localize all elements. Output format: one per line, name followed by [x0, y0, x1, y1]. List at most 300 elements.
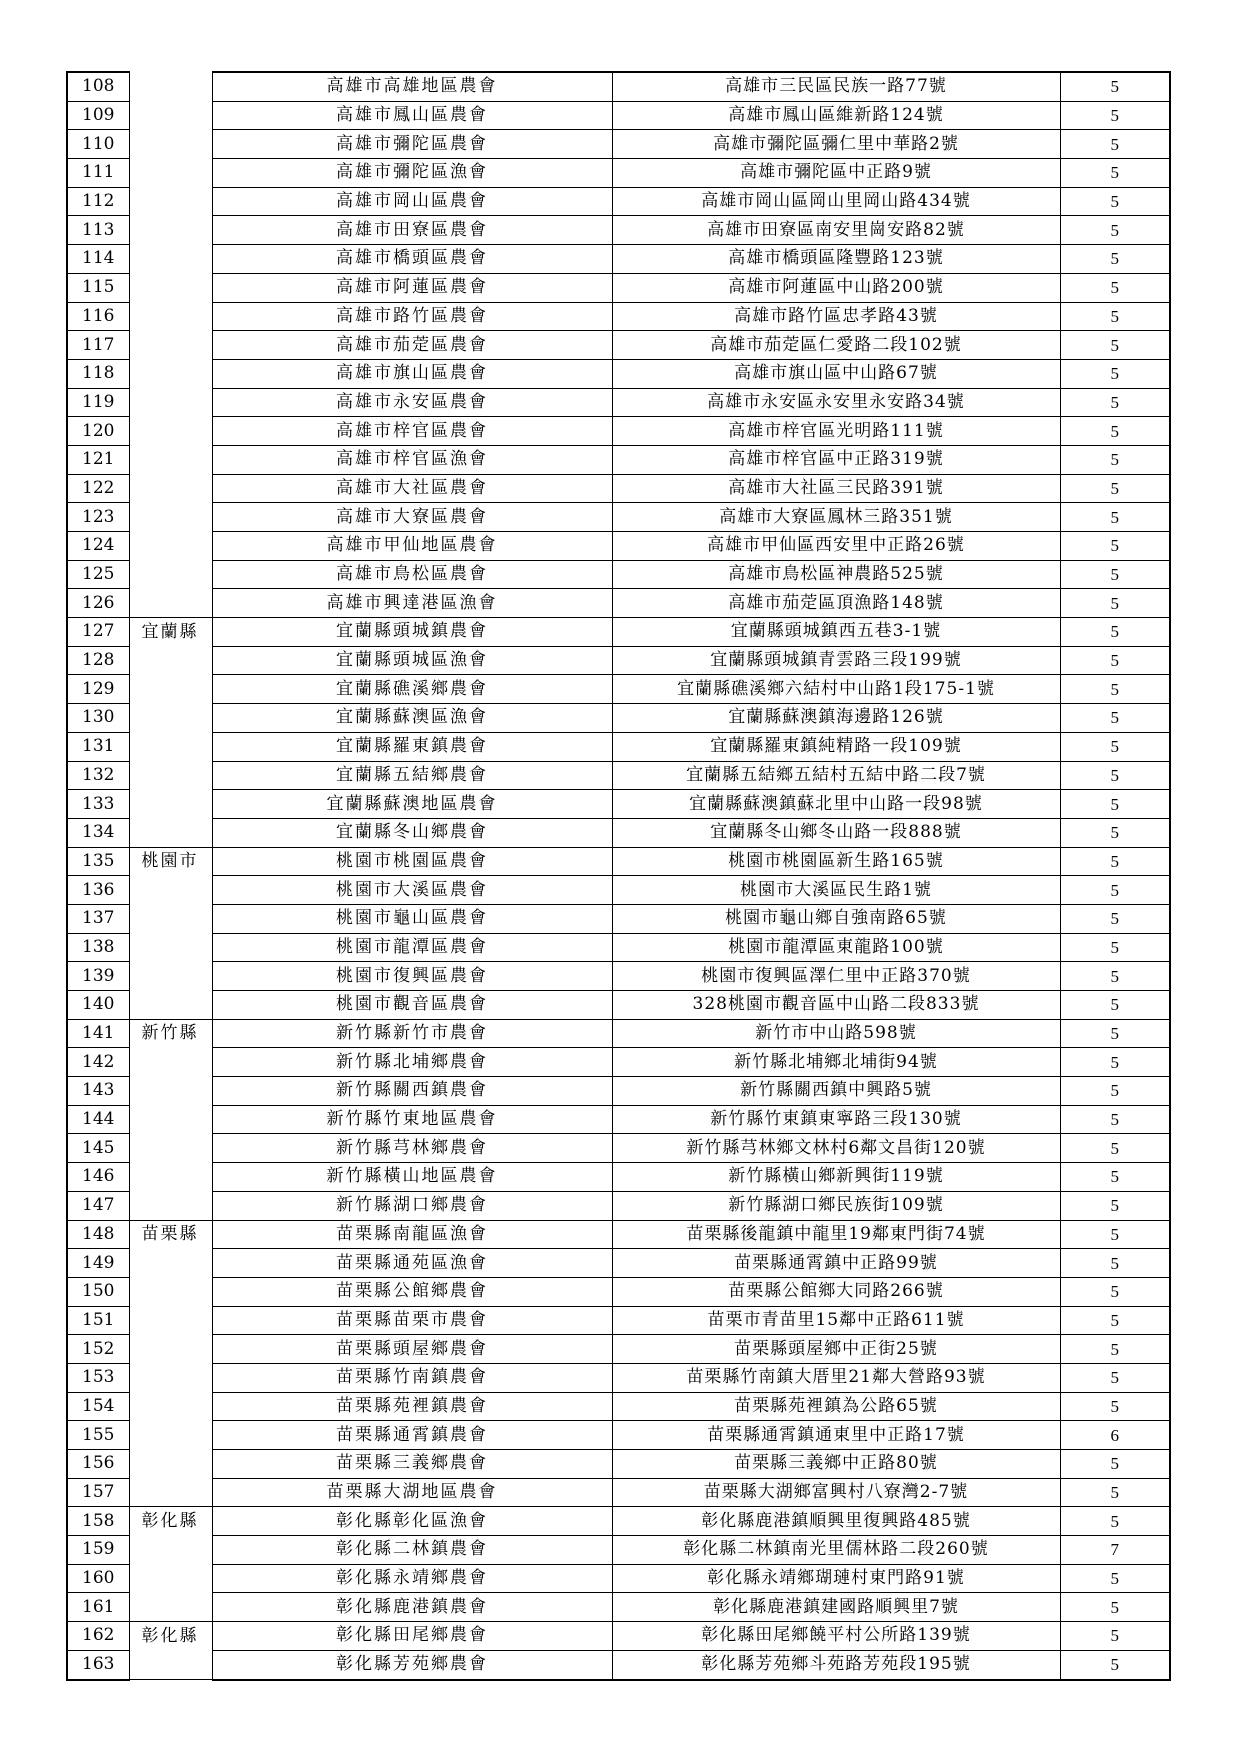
count-cell: 5	[1060, 532, 1170, 561]
count-cell: 5	[1060, 1450, 1170, 1479]
table-row	[67, 589, 1170, 618]
association-address: 高雄市田寮區南安里崗安路82號	[612, 216, 1060, 245]
county-cell	[129, 503, 212, 532]
table-row	[67, 417, 1170, 446]
count-cell: 5	[1060, 1277, 1170, 1306]
count-cell: 5	[1060, 675, 1170, 704]
county-cell	[129, 72, 212, 101]
association-address: 高雄市大寮區鳳林三路351號	[612, 503, 1060, 532]
county-cell	[129, 1478, 212, 1507]
count-cell: 5	[1060, 847, 1170, 876]
count-cell: 5	[1060, 445, 1170, 474]
table-row	[67, 1019, 1170, 1048]
table-row	[67, 962, 1170, 991]
association-address: 桃園市大溪區民生路1號	[612, 876, 1060, 905]
county-cell	[129, 560, 212, 589]
association-name: 彰化縣永靖鄉農會	[212, 1564, 612, 1593]
table-row	[67, 1335, 1170, 1364]
row-number: 130	[67, 704, 129, 733]
county-cell	[129, 159, 212, 188]
association-name: 高雄市茄萣區農會	[212, 331, 612, 360]
table-row	[67, 532, 1170, 561]
count-cell: 5	[1060, 1163, 1170, 1192]
county-cell	[129, 1564, 212, 1593]
association-address: 苗栗縣通霄鎮中正路99號	[612, 1249, 1060, 1278]
association-address: 苗栗縣頭屋鄉中正街25號	[612, 1335, 1060, 1364]
association-name: 高雄市永安區農會	[212, 388, 612, 417]
count-cell: 5	[1060, 1363, 1170, 1392]
table-row	[67, 1191, 1170, 1220]
association-address: 苗栗縣竹南鎮大厝里21鄰大營路93號	[612, 1363, 1060, 1392]
row-number: 133	[67, 790, 129, 819]
table-row	[67, 732, 1170, 761]
association-name: 彰化縣二林鎮農會	[212, 1536, 612, 1565]
row-number: 135	[67, 847, 129, 876]
county-cell	[129, 302, 212, 331]
count-cell: 5	[1060, 130, 1170, 159]
association-address: 苗栗縣三義鄉中正路80號	[612, 1450, 1060, 1479]
county-cell	[129, 962, 212, 991]
count-cell: 5	[1060, 388, 1170, 417]
association-address: 新竹縣芎林鄉文林村6鄰文昌街120號	[612, 1134, 1060, 1163]
count-cell: 5	[1060, 187, 1170, 216]
row-number: 109	[67, 101, 129, 130]
county-cell	[129, 704, 212, 733]
county-cell	[129, 532, 212, 561]
county-cell	[129, 1363, 212, 1392]
association-name: 高雄市鳳山區農會	[212, 101, 612, 130]
table-row	[67, 302, 1170, 331]
count-cell: 5	[1060, 1191, 1170, 1220]
count-cell: 5	[1060, 302, 1170, 331]
row-number: 117	[67, 331, 129, 360]
association-name: 高雄市岡山區農會	[212, 187, 612, 216]
table-row	[67, 1421, 1170, 1450]
association-name: 高雄市梓官區農會	[212, 417, 612, 446]
county-cell	[129, 790, 212, 819]
table-row	[67, 646, 1170, 675]
row-number: 115	[67, 273, 129, 302]
county-cell	[129, 761, 212, 790]
association-address: 宜蘭縣蘇澳鎮海邊路126號	[612, 704, 1060, 733]
county-cell	[129, 991, 212, 1020]
association-address: 彰化縣田尾鄉饒平村公所路139號	[612, 1622, 1060, 1651]
association-name: 高雄市高雄地區農會	[212, 72, 612, 101]
table-row	[67, 1249, 1170, 1278]
county-cell	[129, 245, 212, 274]
county-cell	[129, 417, 212, 446]
row-number: 141	[67, 1019, 129, 1048]
association-name: 高雄市大社區農會	[212, 474, 612, 503]
county-cell: 彰化縣	[129, 1507, 212, 1536]
county-cell	[129, 1134, 212, 1163]
row-number: 113	[67, 216, 129, 245]
association-address: 高雄市彌陀區彌仁里中華路2號	[612, 130, 1060, 159]
count-cell: 5	[1060, 1650, 1170, 1679]
association-address: 宜蘭縣頭城鎮西五巷3-1號	[612, 618, 1060, 647]
association-address: 高雄市橋頭區隆豐路123號	[612, 245, 1060, 274]
table-row	[67, 1564, 1170, 1593]
association-address: 高雄市三民區民族一路77號	[612, 72, 1060, 101]
row-number: 140	[67, 991, 129, 1020]
count-cell: 5	[1060, 560, 1170, 589]
association-address: 苗栗縣苑裡鎮為公路65號	[612, 1392, 1060, 1421]
association-address: 新竹縣竹東鎮東寧路三段130號	[612, 1105, 1060, 1134]
association-address: 高雄市永安區永安里永安路34號	[612, 388, 1060, 417]
association-address: 宜蘭縣冬山鄉冬山路一段888號	[612, 818, 1060, 847]
association-name: 高雄市旗山區農會	[212, 359, 612, 388]
count-cell: 5	[1060, 618, 1170, 647]
row-number: 136	[67, 876, 129, 905]
count-cell: 5	[1060, 904, 1170, 933]
row-number: 134	[67, 818, 129, 847]
county-cell	[129, 675, 212, 704]
association-address: 高雄市彌陀區中正路9號	[612, 159, 1060, 188]
row-number: 159	[67, 1536, 129, 1565]
association-name: 苗栗縣南龍區漁會	[212, 1220, 612, 1249]
association-address: 新竹縣橫山鄉新興街119號	[612, 1163, 1060, 1192]
county-cell	[129, 1163, 212, 1192]
row-number: 129	[67, 675, 129, 704]
association-name: 新竹縣芎林鄉農會	[212, 1134, 612, 1163]
count-cell: 5	[1060, 1105, 1170, 1134]
association-address: 高雄市茄萣區仁愛路二段102號	[612, 331, 1060, 360]
table-row	[67, 1048, 1170, 1077]
association-address: 苗栗縣大湖鄉富興村八寮灣2-7號	[612, 1478, 1060, 1507]
row-number: 147	[67, 1191, 129, 1220]
association-address: 桃園市復興區澤仁里中正路370號	[612, 962, 1060, 991]
county-cell	[129, 187, 212, 216]
count-cell: 5	[1060, 876, 1170, 905]
row-number: 122	[67, 474, 129, 503]
row-number: 132	[67, 761, 129, 790]
row-number: 153	[67, 1363, 129, 1392]
association-name: 新竹縣關西鎮農會	[212, 1077, 612, 1106]
association-address: 苗栗縣通霄鎮通東里中正路17號	[612, 1421, 1060, 1450]
association-name: 高雄市彌陀區農會	[212, 130, 612, 159]
county-cell	[129, 445, 212, 474]
county-cell	[129, 474, 212, 503]
county-cell	[129, 359, 212, 388]
association-name: 宜蘭縣五結鄉農會	[212, 761, 612, 790]
association-name: 苗栗縣苑裡鎮農會	[212, 1392, 612, 1421]
association-name: 高雄市阿蓮區農會	[212, 273, 612, 302]
association-address: 彰化縣鹿港鎮順興里復興路485號	[612, 1507, 1060, 1536]
row-number: 157	[67, 1478, 129, 1507]
row-number: 126	[67, 589, 129, 618]
association-name: 高雄市甲仙地區農會	[212, 532, 612, 561]
association-table	[66, 71, 1171, 1681]
association-name: 彰化縣鹿港鎮農會	[212, 1593, 612, 1622]
count-cell: 5	[1060, 1249, 1170, 1278]
count-cell: 5	[1060, 1392, 1170, 1421]
county-cell: 宜蘭縣	[129, 618, 212, 647]
association-address: 高雄市阿蓮區中山路200號	[612, 273, 1060, 302]
association-address: 328桃園市觀音區中山路二段833號	[612, 991, 1060, 1020]
count-cell: 5	[1060, 1019, 1170, 1048]
association-name: 新竹縣湖口鄉農會	[212, 1191, 612, 1220]
county-cell	[129, 876, 212, 905]
county-cell	[129, 904, 212, 933]
count-cell: 5	[1060, 1335, 1170, 1364]
row-number: 119	[67, 388, 129, 417]
county-cell	[129, 1392, 212, 1421]
county-cell: 桃園市	[129, 847, 212, 876]
county-cell	[129, 1536, 212, 1565]
table-row	[67, 560, 1170, 589]
association-name: 桃園市大溪區農會	[212, 876, 612, 905]
table-row	[67, 761, 1170, 790]
association-name: 苗栗縣三義鄉農會	[212, 1450, 612, 1479]
row-number: 108	[67, 72, 129, 101]
association-address: 彰化縣鹿港鎮建國路順興里7號	[612, 1593, 1060, 1622]
association-address: 高雄市茄萣區頂漁路148號	[612, 589, 1060, 618]
row-number: 154	[67, 1392, 129, 1421]
county-cell	[129, 130, 212, 159]
association-name: 宜蘭縣礁溪鄉農會	[212, 675, 612, 704]
table-row	[67, 675, 1170, 704]
row-number: 160	[67, 1564, 129, 1593]
table-row	[67, 474, 1170, 503]
table-row	[67, 216, 1170, 245]
association-address: 宜蘭縣五結鄉五結村五結中路二段7號	[612, 761, 1060, 790]
table-body	[67, 72, 1170, 1680]
association-name: 苗栗縣公館鄉農會	[212, 1277, 612, 1306]
table-row	[67, 445, 1170, 474]
count-cell: 5	[1060, 1507, 1170, 1536]
county-cell	[129, 1191, 212, 1220]
association-name: 高雄市彌陀區漁會	[212, 159, 612, 188]
count-cell: 5	[1060, 1134, 1170, 1163]
table-row	[67, 876, 1170, 905]
county-cell	[129, 1077, 212, 1106]
table-row	[67, 273, 1170, 302]
county-cell	[129, 388, 212, 417]
table-row	[67, 388, 1170, 417]
association-name: 高雄市田寮區農會	[212, 216, 612, 245]
row-number: 116	[67, 302, 129, 331]
count-cell: 5	[1060, 216, 1170, 245]
association-address: 苗栗市青苗里15鄰中正路611號	[612, 1306, 1060, 1335]
association-address: 彰化縣永靖鄉瑚璉村東門路91號	[612, 1564, 1060, 1593]
count-cell: 5	[1060, 72, 1170, 101]
count-cell: 5	[1060, 1622, 1170, 1651]
county-cell: 苗栗縣	[129, 1220, 212, 1249]
association-address: 高雄市路竹區忠孝路43號	[612, 302, 1060, 331]
table-row	[67, 1478, 1170, 1507]
association-name: 新竹縣竹東地區農會	[212, 1105, 612, 1134]
association-address: 桃園市龍潭區東龍路100號	[612, 933, 1060, 962]
count-cell: 5	[1060, 646, 1170, 675]
association-address: 高雄市旗山區中山路67號	[612, 359, 1060, 388]
count-cell: 5	[1060, 359, 1170, 388]
association-address: 高雄市鳥松區神農路525號	[612, 560, 1060, 589]
row-number: 152	[67, 1335, 129, 1364]
count-cell: 5	[1060, 159, 1170, 188]
association-name: 苗栗縣通苑區漁會	[212, 1249, 612, 1278]
count-cell: 5	[1060, 761, 1170, 790]
row-number: 149	[67, 1249, 129, 1278]
association-name: 新竹縣橫山地區農會	[212, 1163, 612, 1192]
row-number: 142	[67, 1048, 129, 1077]
row-number: 137	[67, 904, 129, 933]
count-cell: 5	[1060, 503, 1170, 532]
row-number: 114	[67, 245, 129, 274]
association-name: 桃園市龍潭區農會	[212, 933, 612, 962]
association-name: 桃園市龜山區農會	[212, 904, 612, 933]
association-address: 高雄市梓官區光明路111號	[612, 417, 1060, 446]
table-row	[67, 991, 1170, 1020]
association-name: 苗栗縣通霄鎮農會	[212, 1421, 612, 1450]
count-cell: 5	[1060, 245, 1170, 274]
row-number: 146	[67, 1163, 129, 1192]
row-number: 145	[67, 1134, 129, 1163]
row-number: 125	[67, 560, 129, 589]
row-number: 155	[67, 1421, 129, 1450]
county-cell	[129, 331, 212, 360]
count-cell: 5	[1060, 962, 1170, 991]
association-name: 宜蘭縣頭城區漁會	[212, 646, 612, 675]
association-name: 高雄市路竹區農會	[212, 302, 612, 331]
county-cell	[129, 646, 212, 675]
association-name: 桃園市復興區農會	[212, 962, 612, 991]
association-address: 高雄市岡山區岡山里岡山路434號	[612, 187, 1060, 216]
county-cell	[129, 1249, 212, 1278]
association-name: 宜蘭縣頭城鎮農會	[212, 618, 612, 647]
county-cell	[129, 273, 212, 302]
count-cell: 5	[1060, 417, 1170, 446]
association-address: 高雄市甲仙區西安里中正路26號	[612, 532, 1060, 561]
association-address: 新竹市中山路598號	[612, 1019, 1060, 1048]
association-name: 桃園市桃園區農會	[212, 847, 612, 876]
association-name: 高雄市大寮區農會	[212, 503, 612, 532]
association-address: 苗栗縣公館鄉大同路266號	[612, 1277, 1060, 1306]
association-address: 宜蘭縣羅東鎮純精路一段109號	[612, 732, 1060, 761]
table-row	[67, 159, 1170, 188]
county-cell	[129, 589, 212, 618]
table-row	[67, 790, 1170, 819]
table-row	[67, 1220, 1170, 1249]
table-row	[67, 130, 1170, 159]
association-address: 苗栗縣後龍鎮中龍里19鄰東門街74號	[612, 1220, 1060, 1249]
table-row	[67, 1392, 1170, 1421]
table-row	[67, 1507, 1170, 1536]
count-cell: 5	[1060, 1048, 1170, 1077]
count-cell: 5	[1060, 474, 1170, 503]
count-cell: 7	[1060, 1536, 1170, 1565]
association-address: 宜蘭縣礁溪鄉六結村中山路1段175-1號	[612, 675, 1060, 704]
county-cell	[129, 1048, 212, 1077]
association-address: 高雄市鳳山區維新路124號	[612, 101, 1060, 130]
count-cell: 5	[1060, 101, 1170, 130]
association-name: 苗栗縣頭屋鄉農會	[212, 1335, 612, 1364]
row-number: 162	[67, 1622, 129, 1651]
count-cell: 5	[1060, 991, 1170, 1020]
association-name: 苗栗縣竹南鎮農會	[212, 1363, 612, 1392]
row-number: 131	[67, 732, 129, 761]
association-address: 彰化縣二林鎮南光里儒林路二段260號	[612, 1536, 1060, 1565]
county-cell: 彰化縣	[129, 1622, 212, 1651]
association-name: 苗栗縣大湖地區農會	[212, 1478, 612, 1507]
count-cell: 5	[1060, 589, 1170, 618]
row-number: 118	[67, 359, 129, 388]
county-cell	[129, 1306, 212, 1335]
row-number: 144	[67, 1105, 129, 1134]
count-cell: 5	[1060, 1077, 1170, 1106]
count-cell: 5	[1060, 704, 1170, 733]
row-number: 161	[67, 1593, 129, 1622]
association-name: 新竹縣新竹市農會	[212, 1019, 612, 1048]
association-address: 桃園市龜山鄉自強南路65號	[612, 904, 1060, 933]
association-name: 彰化縣田尾鄉農會	[212, 1622, 612, 1651]
county-cell: 新竹縣	[129, 1019, 212, 1048]
table-row	[67, 245, 1170, 274]
association-address: 宜蘭縣蘇澳鎮蘇北里中山路一段98號	[612, 790, 1060, 819]
row-number: 111	[67, 159, 129, 188]
count-cell: 5	[1060, 732, 1170, 761]
association-name: 彰化縣彰化區漁會	[212, 1507, 612, 1536]
row-number: 124	[67, 532, 129, 561]
count-cell: 5	[1060, 1220, 1170, 1249]
count-cell: 5	[1060, 1306, 1170, 1335]
table-row	[67, 1593, 1170, 1622]
table-row	[67, 1363, 1170, 1392]
count-cell: 5	[1060, 273, 1170, 302]
table-row	[67, 818, 1170, 847]
count-cell: 5	[1060, 1593, 1170, 1622]
table-row	[67, 704, 1170, 733]
table-row	[67, 1536, 1170, 1565]
count-cell: 5	[1060, 933, 1170, 962]
row-number: 148	[67, 1220, 129, 1249]
table-row	[67, 904, 1170, 933]
table-row	[67, 618, 1170, 647]
county-cell	[129, 933, 212, 962]
county-cell	[129, 732, 212, 761]
table-row	[67, 1650, 1170, 1679]
association-address: 新竹縣湖口鄉民族街109號	[612, 1191, 1060, 1220]
row-number: 120	[67, 417, 129, 446]
count-cell: 6	[1060, 1421, 1170, 1450]
row-number: 110	[67, 130, 129, 159]
association-address: 桃園市桃園區新生路165號	[612, 847, 1060, 876]
row-number: 121	[67, 445, 129, 474]
table-row	[67, 1105, 1170, 1134]
row-number: 128	[67, 646, 129, 675]
county-cell	[129, 1105, 212, 1134]
association-name: 苗栗縣苗栗市農會	[212, 1306, 612, 1335]
association-name: 高雄市橋頭區農會	[212, 245, 612, 274]
county-cell	[129, 1277, 212, 1306]
table-row	[67, 1163, 1170, 1192]
association-name: 高雄市鳥松區農會	[212, 560, 612, 589]
table-row	[67, 1450, 1170, 1479]
county-cell	[129, 1450, 212, 1479]
association-address: 宜蘭縣頭城鎮青雲路三段199號	[612, 646, 1060, 675]
table-row	[67, 933, 1170, 962]
county-cell	[129, 1421, 212, 1450]
county-cell	[129, 1650, 212, 1679]
table-row	[67, 359, 1170, 388]
row-number: 138	[67, 933, 129, 962]
county-cell	[129, 216, 212, 245]
association-address: 新竹縣關西鎮中興路5號	[612, 1077, 1060, 1106]
table-row	[67, 187, 1170, 216]
association-name: 宜蘭縣冬山鄉農會	[212, 818, 612, 847]
row-number: 139	[67, 962, 129, 991]
association-name: 宜蘭縣蘇澳地區農會	[212, 790, 612, 819]
count-cell: 5	[1060, 790, 1170, 819]
